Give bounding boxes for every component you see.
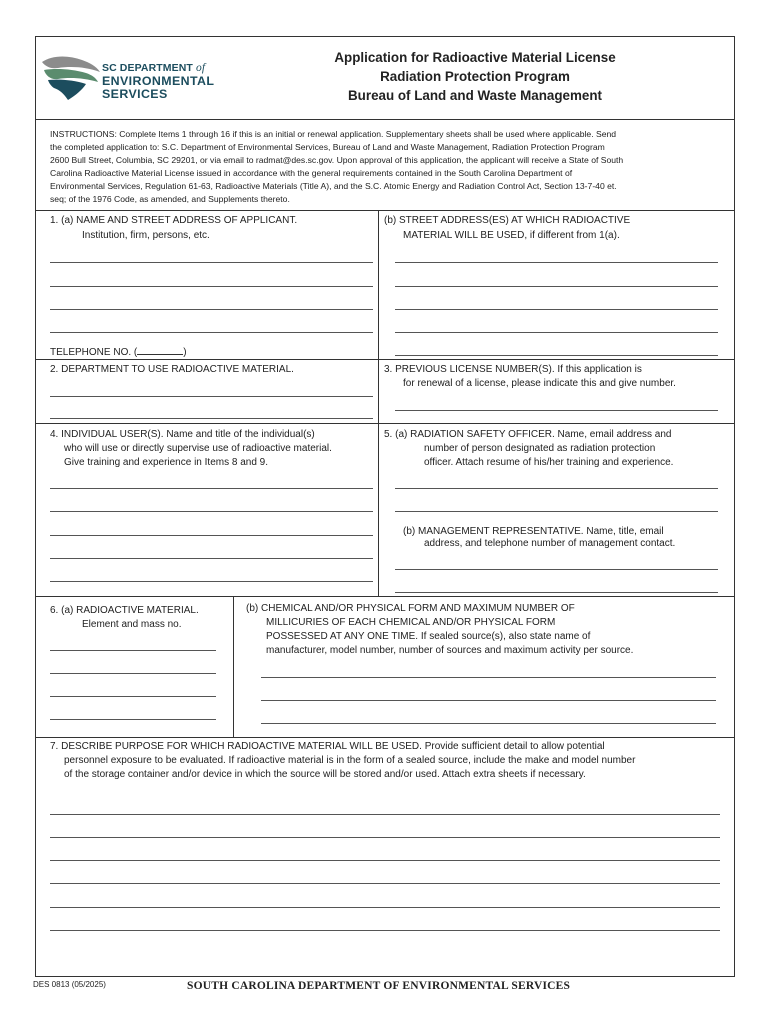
material-line-2[interactable] (50, 673, 216, 674)
user-line-5[interactable] (50, 581, 373, 582)
item-5b-sublabel: address, and telephone number of management contact. (424, 538, 676, 549)
item-6a-sublabel: Element and mass no. (82, 619, 182, 630)
column-divider (378, 210, 379, 596)
mgmt-line-1[interactable] (395, 569, 718, 570)
item-1b-sublabel: MATERIAL WILL BE USED, if different from 1(a). (403, 230, 620, 241)
item-7-line-1: 7. DESCRIBE PURPOSE FOR WHICH RADIOACTIVE MATERIAL WILL BE USED. Provide sufficient detail to allow potential (50, 741, 605, 752)
agency-logo (38, 52, 104, 104)
purpose-line-2[interactable] (50, 837, 720, 838)
item-5a-sublabel-2: officer. Attach resume of his/her training and experience. (424, 457, 674, 468)
logo-text-line2: ENVIRONMENTAL (102, 74, 215, 88)
bureau-title: Bureau of Land and Waste Management (348, 88, 602, 103)
item-4-sublabel-1: who will use or directly supervise use of radioactive material. (64, 443, 332, 454)
rso-line-1[interactable] (395, 488, 718, 489)
item-5a-sublabel-1: number of person designated as radiation protection (424, 443, 656, 454)
rso-line-2[interactable] (395, 511, 718, 512)
use-address-line-1[interactable] (395, 262, 718, 263)
item-5a-label: 5. (a) RADIATION SAFETY OFFICER. Name, email address and (384, 429, 672, 440)
item-6b-label: (b) CHEMICAL AND/OR PHYSICAL FORM AND MAXIMUM NUMBER OF (246, 603, 575, 614)
purpose-line-6[interactable] (50, 930, 720, 931)
row-divider-1 (35, 359, 735, 360)
purpose-line-4[interactable] (50, 883, 720, 884)
item-6b-sublabel-1: MILLICURIES OF EACH CHEMICAL AND/OR PHYSICAL FORM (266, 617, 556, 628)
item-1b-label: (b) STREET ADDRESS(ES) AT WHICH RADIOACTIVE (384, 215, 631, 226)
item-7-line-3: of the storage container and/or device in which the source will be stored and/or used. Attach extra sheets if necessary. (64, 769, 586, 780)
form-code: DES 0813 (05/2025) (33, 980, 106, 989)
use-address-line-4[interactable] (395, 332, 718, 333)
row-divider-3 (35, 596, 735, 597)
instructions-line-6: seq; of the 1976 Code, as amended, and Supplements thereto. (50, 194, 290, 204)
item-6b-sublabel-2: POSSESSED AT ANY ONE TIME. If sealed source(s), also state name of (266, 631, 591, 642)
purpose-line-1[interactable] (50, 814, 720, 815)
use-address-line-5[interactable] (395, 355, 718, 356)
department-line-2[interactable] (50, 418, 373, 419)
item-1a-label: 1. (a) NAME AND STREET ADDRESS OF APPLICANT. (50, 215, 298, 226)
item-2-label: 2. DEPARTMENT TO USE RADIOACTIVE MATERIAL. (50, 364, 294, 375)
form-line-3[interactable] (261, 723, 716, 724)
item-4-label: 4. INDIVIDUAL USER(S). Name and title of the individual(s) (50, 429, 315, 440)
telephone-label: TELEPHONE NO. ( ) (50, 344, 187, 360)
logo-text-line3: SERVICES (102, 87, 168, 101)
item-3-label: 3. PREVIOUS LICENSE NUMBER(S). If this application is (384, 364, 642, 375)
footer-agency: SOUTH CAROLINA DEPARTMENT OF ENVIRONMENTAL SERVICES (187, 980, 571, 992)
row-divider-4 (35, 737, 735, 738)
user-line-4[interactable] (50, 558, 373, 559)
user-line-2[interactable] (50, 511, 373, 512)
item-5b-label: (b) MANAGEMENT REPRESENTATIVE. Name, title, email (403, 526, 664, 537)
purpose-line-3[interactable] (50, 860, 720, 861)
instructions-line-4: Carolina Radioactive Material License issued in accordance with the general requirements contained in the South Carolina Department of (50, 168, 573, 178)
instructions-line-1: INSTRUCTIONS: Complete Items 1 through 16 if this is an initial or renewal application. Supplementary sheets shall be used where applicable. Send (50, 129, 617, 139)
purpose-line-5[interactable] (50, 907, 720, 908)
applicant-address-line-4[interactable] (50, 332, 373, 333)
item-6b-sublabel-3: manufacturer, model number, number of sources and maximum activity per source. (266, 645, 634, 656)
program-title: Radiation Protection Program (380, 69, 570, 84)
item6-column-divider (233, 596, 234, 737)
header-divider (35, 119, 735, 120)
instructions-line-5: Environmental Services, Regulation 61-63, Radioactive Materials (Title A), and the S.C. Atomic Energy and Radiation Control Act, Section 13-7-40 et. (50, 181, 617, 191)
row-divider-2 (35, 423, 735, 424)
item-3-sublabel: for renewal of a license, please indicate this and give number. (403, 378, 676, 389)
instructions-divider (35, 210, 735, 211)
department-line-1[interactable] (50, 396, 373, 397)
applicant-address-line-3[interactable] (50, 309, 373, 310)
item-7-line-2: personnel exposure to be evaluated. If radioactive material is in the form of a sealed source, include the make and model number (64, 755, 636, 766)
use-address-line-2[interactable] (395, 286, 718, 287)
user-line-1[interactable] (50, 488, 373, 489)
form-line-1[interactable] (261, 677, 716, 678)
material-line-1[interactable] (50, 650, 216, 651)
material-line-3[interactable] (50, 696, 216, 697)
user-line-3[interactable] (50, 535, 373, 536)
instructions-line-3: 2600 Bull Street, Columbia, SC 29201, or via email to radmat@des.sc.gov. Upon approval of this application, the applicant will receive a State of South (50, 155, 624, 165)
previous-license-line[interactable] (395, 410, 718, 411)
mgmt-line-2[interactable] (395, 592, 718, 593)
instructions-line-2: the completed application to: S.C. Department of Environmental Services, Bureau of Land and Waste Management, Radiation Protection Program (50, 142, 605, 152)
logo-text-line1: SC DEPARTMENT of (102, 62, 206, 74)
area-code-field[interactable] (137, 344, 183, 355)
material-line-4[interactable] (50, 719, 216, 720)
item-6a-label: 6. (a) RADIOACTIVE MATERIAL. (50, 605, 199, 616)
item-1a-sublabel: Institution, firm, persons, etc. (82, 230, 210, 241)
applicant-address-line-1[interactable] (50, 262, 373, 263)
form-title: Application for Radioactive Material License (334, 50, 616, 65)
form-line-2[interactable] (261, 700, 716, 701)
item-4-sublabel-2: Give training and experience in Items 8 and 9. (64, 457, 269, 468)
applicant-address-line-2[interactable] (50, 286, 373, 287)
use-address-line-3[interactable] (395, 309, 718, 310)
